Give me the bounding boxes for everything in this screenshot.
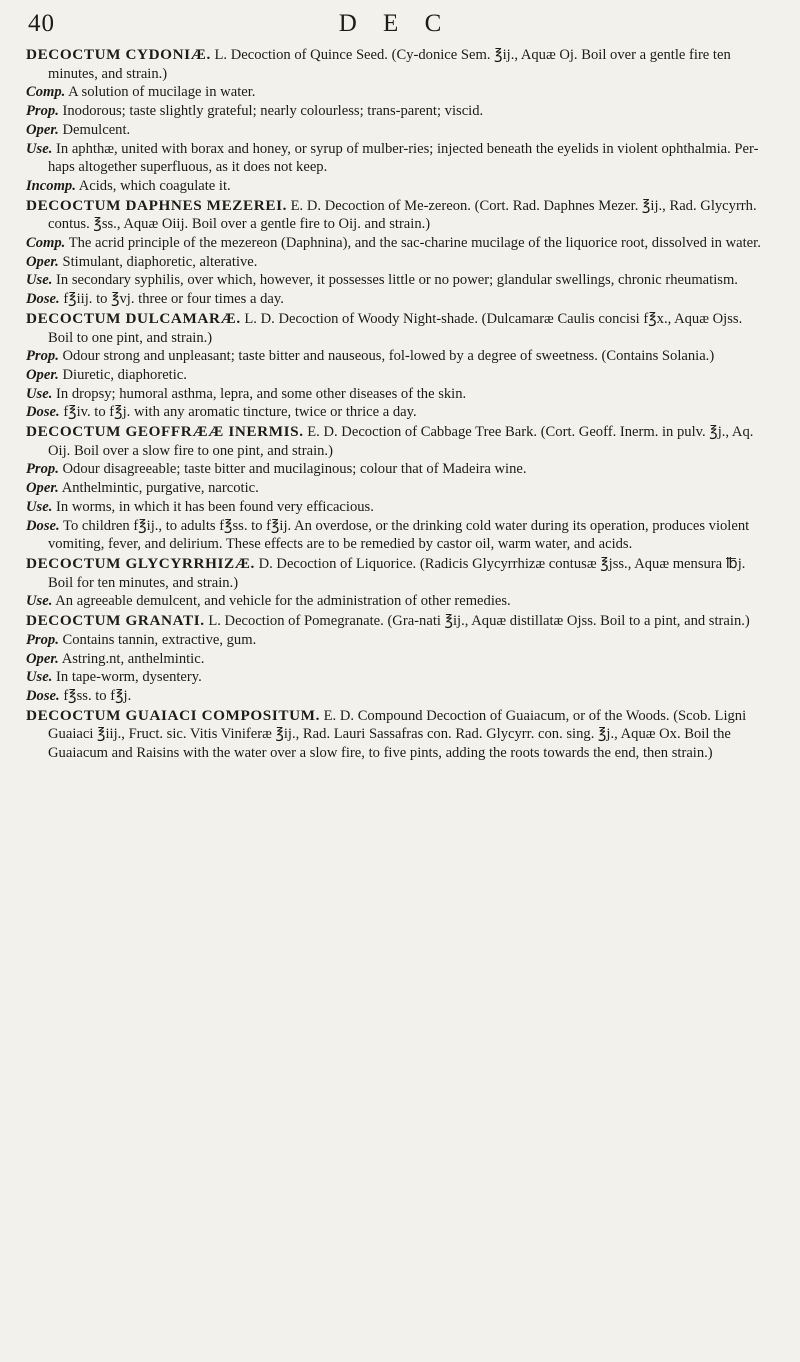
entry-intro: L. Decoction of Pomegranate. (Gra-nati ℥ij., Aquæ distillatæ Ojss. Boil to a pint, and strain.) bbox=[208, 613, 750, 630]
section-text: The acrid principle of the mezereon (Daphnina), and the sac-charine mucilage of the liquorice root, dissolved in water. bbox=[68, 235, 761, 252]
section-label: Oper. bbox=[26, 253, 59, 270]
entry-section bbox=[26, 668, 764, 687]
entry-section bbox=[26, 631, 764, 650]
entry-title: DECOCTUM GLYCYRRHIZÆ. bbox=[26, 554, 255, 572]
dictionary-entry bbox=[26, 555, 764, 611]
entry-intro: L. Decoction of Quince Seed. (Cy-donice Sem. ℥ij., Aquæ Oj. Boil over a gentle fire ten minutes, and strain.) bbox=[48, 47, 731, 82]
section-label: Dose. bbox=[26, 404, 60, 421]
section-label: Prop. bbox=[26, 103, 59, 120]
entries-list bbox=[26, 46, 764, 763]
section-text: In aphthæ, united with borax and honey, or syrup of mulber-ries; injected beneath the eyelids in violent ophthalmia. Per-haps altogether superfluous, as it does not keep. bbox=[48, 140, 759, 176]
entry-title: DECOCTUM GEOFFRÆÆ INERMIS. bbox=[26, 423, 304, 441]
section-label: Dose. bbox=[26, 517, 60, 534]
entry-heading-line bbox=[26, 310, 764, 347]
entry-section bbox=[26, 385, 764, 404]
section-label: Oper. bbox=[26, 366, 59, 383]
dictionary-entry bbox=[26, 197, 764, 309]
section-label: Oper. bbox=[26, 121, 59, 138]
section-label: Comp. bbox=[26, 235, 66, 252]
section-text: Diuretic, diaphoretic. bbox=[62, 366, 187, 383]
entry-title: DECOCTUM CYDONIÆ. bbox=[26, 46, 211, 63]
entry-section bbox=[26, 479, 764, 498]
entry-section bbox=[26, 102, 764, 121]
section-text: In dropsy; humoral asthma, lepra, and some other diseases of the skin. bbox=[56, 385, 467, 402]
section-text: Acids, which coagulate it. bbox=[78, 177, 231, 194]
section-text: Contains tannin, extractive, gum. bbox=[62, 631, 257, 648]
dictionary-entry bbox=[26, 46, 764, 196]
section-label: Dose. bbox=[26, 687, 60, 704]
section-label: Oper. bbox=[26, 480, 59, 497]
entry-section bbox=[26, 347, 764, 366]
dictionary-entry bbox=[26, 423, 764, 554]
section-text: Demulcent. bbox=[62, 121, 131, 138]
entry-section bbox=[26, 687, 764, 706]
section-label: Prop. bbox=[26, 631, 59, 648]
section-label: Use. bbox=[26, 593, 53, 610]
section-text: To children f℥ij., to adults f℥ss. to f℥ij. An overdose, or the drinking cold water during its operation, produces violent vomiting, fever, and delirium. These effects are to be remedied by castor oil, warm water, and acids. bbox=[48, 517, 750, 553]
page-header bbox=[26, 10, 764, 40]
entry-section bbox=[26, 460, 764, 479]
entry-heading-line bbox=[26, 555, 764, 592]
section-text: In tape-worm, dysentery. bbox=[56, 669, 202, 686]
entry-intro: E. D. Compound Decoction of Guaiacum, or of the Woods. (Scob. Ligni Guaiaci ℥iij., Fruct. sic. Vitis Viniferæ ℥ij., Rad. Lauri Sassafras con. Rad. Glycyrr. con. sing. ℥j., Aquæ Ox. Boil the Guaiacum and Raisins with the water over a slow fire, to five pints, adding the roots towards the end, then strain.) bbox=[48, 707, 747, 762]
page-number: 40 bbox=[28, 10, 55, 37]
entry-title: DECOCTUM GUAIACI COMPOSITUM. bbox=[26, 706, 320, 724]
entry-section bbox=[26, 83, 764, 102]
entry-section bbox=[26, 140, 764, 177]
entry-intro: D. Decoction of Liquorice. (Radicis Glycyrrhizæ contusæ ℥jss., Aquæ mensura ℔j. Boil for ten minutes, and strain.) bbox=[48, 555, 746, 591]
section-label: Use. bbox=[26, 140, 53, 157]
entry-intro: L. D. Decoction of Woody Night-shade. (Dulcamaræ Caulis concisi f℥x., Aquæ Ojss. Boil to one pint, and strain.) bbox=[48, 310, 743, 346]
entry-heading-line bbox=[26, 423, 764, 460]
entry-section bbox=[26, 403, 764, 422]
entry-intro: E. D. Decoction of Me-zereon. (Cort. Rad. Daphnes Mezer. ℥ij., Rad. Glycyrrh. contus. ℥ss., Aquæ Oiij. Boil over a gentle fire to Oij. and strain.) bbox=[48, 197, 757, 233]
entry-title: DECOCTUM DAPHNES MEZEREI. bbox=[26, 196, 287, 214]
entry-section bbox=[26, 290, 764, 309]
entry-section bbox=[26, 498, 764, 517]
section-text: Stimulant, diaphoretic, alterative. bbox=[62, 253, 258, 270]
entry-section bbox=[26, 592, 764, 611]
section-text: In worms, in which it has been found very efficacious. bbox=[56, 498, 374, 515]
entry-heading-line bbox=[26, 197, 764, 234]
entry-section bbox=[26, 271, 764, 290]
entry-section bbox=[26, 253, 764, 272]
section-label: Use. bbox=[26, 669, 53, 686]
entry-intro: E. D. Decoction of Cabbage Tree Bark. (Cort. Geoff. Inerm. in pulv. ℥j., Aq. Oij. Boil over a slow fire to one pint, and strain.) bbox=[48, 424, 754, 459]
running-head: D E C bbox=[338, 10, 452, 37]
section-text: Anthelmintic, purgative, narcotic. bbox=[61, 480, 259, 497]
entry-section bbox=[26, 366, 764, 385]
section-text: In secondary syphilis, over which, however, it possesses little or no power; glandular swellings, chronic rheumatism. bbox=[56, 272, 738, 289]
section-text: f℥iv. to f℥j. with any aromatic tincture, twice or thrice a day. bbox=[63, 404, 417, 421]
section-text: A solution of mucilage in water. bbox=[68, 84, 256, 101]
section-text: f℥ss. to f℥j. bbox=[63, 687, 132, 704]
entry-section bbox=[26, 234, 764, 253]
section-text: Astring.nt, anthelmintic. bbox=[61, 650, 205, 667]
section-label: Dose. bbox=[26, 291, 60, 308]
entry-section bbox=[26, 517, 764, 554]
entry-title: DECOCTUM DULCAMARÆ. bbox=[26, 309, 241, 327]
dictionary-entry bbox=[26, 707, 764, 763]
section-label: Prop. bbox=[26, 461, 59, 478]
section-label: Comp. bbox=[26, 84, 66, 101]
section-label: Use. bbox=[26, 385, 53, 402]
section-label: Prop. bbox=[26, 348, 59, 365]
dictionary-entry bbox=[26, 310, 764, 422]
section-label: Oper. bbox=[26, 650, 59, 667]
section-text: Odour disagreeable; taste bitter and mucilaginous; colour that of Madeira wine. bbox=[62, 461, 527, 478]
section-text: f℥iij. to ℥vj. three or four times a day. bbox=[63, 291, 284, 308]
entry-title: DECOCTUM GRANATI. bbox=[26, 612, 205, 630]
section-text: Inodorous; taste slightly grateful; nearly colourless; trans-parent; viscid. bbox=[62, 103, 484, 120]
section-label: Use. bbox=[26, 498, 53, 515]
entry-section bbox=[26, 650, 764, 669]
section-label: Use. bbox=[26, 272, 53, 289]
section-label: Incomp. bbox=[26, 177, 76, 194]
entry-heading-line bbox=[26, 612, 764, 631]
entry-section bbox=[26, 121, 764, 140]
entry-heading-line bbox=[26, 46, 764, 83]
entry-heading-line bbox=[26, 707, 764, 763]
section-text: An agreeable demulcent, and vehicle for the administration of other remedies. bbox=[55, 593, 511, 610]
entry-section bbox=[26, 177, 764, 196]
dictionary-entry bbox=[26, 612, 764, 706]
section-text: Odour strong and unpleasant; taste bitter and nauseous, fol-lowed by a degree of sweetness. (Contains Solania.) bbox=[62, 348, 715, 365]
